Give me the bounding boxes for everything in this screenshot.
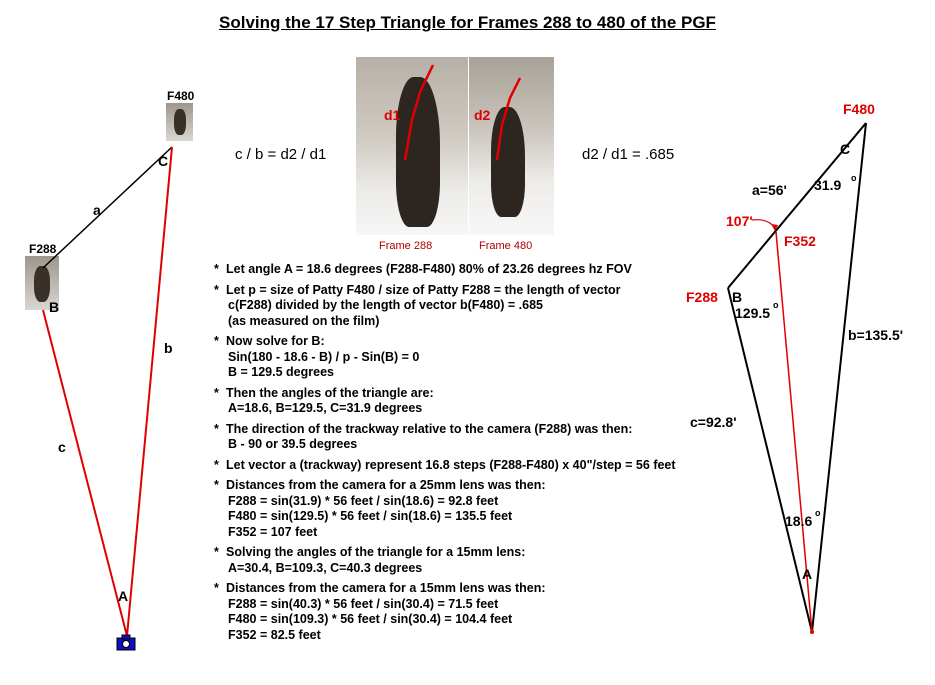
caption-frame-480: Frame 480 — [479, 240, 533, 252]
note-item — [214, 478, 734, 540]
note-line: The direction of the trackway relative to the camera (F288) was then: — [226, 421, 633, 436]
bullet-star: * — [214, 282, 219, 297]
left-side-b-line — [127, 147, 172, 636]
left-side-c-line — [43, 310, 127, 636]
note-line: Solving the angles of the triangle for a 15mm lens: — [226, 545, 526, 559]
label-side-b-left: b — [164, 340, 173, 356]
left-side-a-line — [43, 147, 172, 268]
right-apex-dot — [810, 630, 814, 634]
note-line: Let p = size of Patty F480 / size of Patty F288 = the length of vector — [226, 282, 621, 297]
bullet-star: * — [214, 421, 219, 436]
note-line: F480 = sin(109.3) * 56 feet / sin(30.4) = 104.4 feet — [228, 612, 513, 626]
bullet-star: * — [214, 478, 219, 492]
note-line: Then the angles of the triangle are: — [226, 385, 434, 400]
label-side-c-left: c — [58, 439, 66, 455]
d2-marker-line — [497, 78, 520, 160]
label-f480-right: F480 — [843, 101, 875, 117]
camera-icon — [116, 634, 136, 652]
degree-c: o — [851, 173, 857, 183]
note-item — [214, 458, 734, 474]
label-angle-c: 31.9 — [814, 177, 842, 193]
note-line: B = 129.5 degrees — [228, 365, 334, 379]
label-vertex-b-left: B — [49, 299, 60, 315]
label-vertex-a-right: A — [802, 566, 813, 582]
label-angle-b: 129.5 — [735, 305, 771, 321]
note-line: c(F288) divided by the length of vector b(F480) = .685 — [228, 298, 544, 312]
note-line: F480 = sin(129.5) * 56 feet / sin(18.6) = 135.5 feet — [228, 509, 513, 523]
note-line: F288 = sin(31.9) * 56 feet / sin(18.6) = 92.8 feet — [228, 493, 499, 508]
label-f288-right: F288 — [686, 289, 718, 305]
note-item — [214, 386, 734, 417]
bullet-star: * — [214, 545, 219, 559]
label-d1: d1 — [384, 107, 401, 123]
note-line: F352 = 82.5 feet — [228, 627, 321, 642]
label-side-a-right: a=56' — [752, 182, 787, 198]
degree-a: o — [815, 508, 821, 518]
note-line: B - 90 or 39.5 degrees — [228, 437, 358, 451]
note-line: F288 = sin(40.3) * 56 feet / sin(30.4) = 71.5 feet — [228, 596, 499, 611]
note-item — [214, 262, 734, 278]
label-d2: d2 — [474, 107, 491, 123]
note-line: Sin(180 - 18.6 - B) / p - Sin(B) = 0 — [228, 349, 420, 364]
label-angle-a: 18.6 — [785, 513, 813, 529]
note-line: (as measured on the film) — [228, 313, 380, 328]
note-line: Distances from the camera for a 15mm lens was then: — [226, 581, 546, 595]
caption-frame-288: Frame 288 — [379, 240, 433, 252]
arrow-107 — [752, 220, 775, 228]
note-line: A=18.6, B=129.5, C=31.9 degrees — [228, 401, 423, 415]
right-side-b-line — [812, 123, 866, 632]
label-f352: F352 — [784, 233, 816, 249]
label-side-a-left: a — [93, 202, 101, 218]
note-item — [214, 283, 734, 330]
label-vertex-c-left: C — [158, 153, 169, 169]
note-item — [214, 545, 734, 576]
label-vertex-b-right: B — [732, 289, 743, 305]
bullet-star: * — [214, 457, 219, 472]
bullet-star: * — [214, 581, 219, 595]
degree-b: o — [773, 300, 779, 310]
equation-right: d2 / d1 = .685 — [582, 146, 675, 163]
label-side-b-right: b=135.5' — [848, 327, 904, 343]
page-title: Solving the 17 Step Triangle for Frames 288 to 480 of the PGF — [219, 13, 716, 32]
note-line: Now solve for B: — [226, 334, 325, 348]
note-item — [214, 334, 734, 381]
label-side-c-right: c=92.8' — [690, 414, 737, 430]
note-line: Let angle A = 18.6 degrees (F288-F480) 80% of 23.26 degrees hz FOV — [226, 262, 632, 276]
label-vertex-a-left: A — [118, 588, 129, 604]
note-line: Distances from the camera for a 25mm lens was then: — [226, 478, 546, 492]
note-line: A=30.4, B=109.3, C=40.3 degrees — [228, 560, 423, 575]
right-side-c-line — [728, 288, 812, 632]
label-vertex-c-right: C — [840, 141, 851, 157]
d1-marker-line — [405, 65, 433, 160]
label-f480-left: F480 — [167, 89, 195, 103]
note-item — [214, 422, 734, 453]
note-item — [214, 581, 734, 643]
bullet-star: * — [214, 385, 219, 400]
notes-list — [214, 262, 734, 648]
bullet-star: * — [214, 334, 219, 348]
label-dist-107: 107' — [726, 213, 753, 229]
note-line: Let vector a (trackway) represent 16.8 steps (F288-F480) x 40"/step = 56 feet — [226, 457, 676, 472]
bullet-star: * — [214, 262, 219, 276]
note-line: F352 = 107 feet — [228, 524, 318, 539]
equation-left: c / b = d2 / d1 — [235, 146, 327, 163]
label-f288-left: F288 — [29, 242, 57, 256]
